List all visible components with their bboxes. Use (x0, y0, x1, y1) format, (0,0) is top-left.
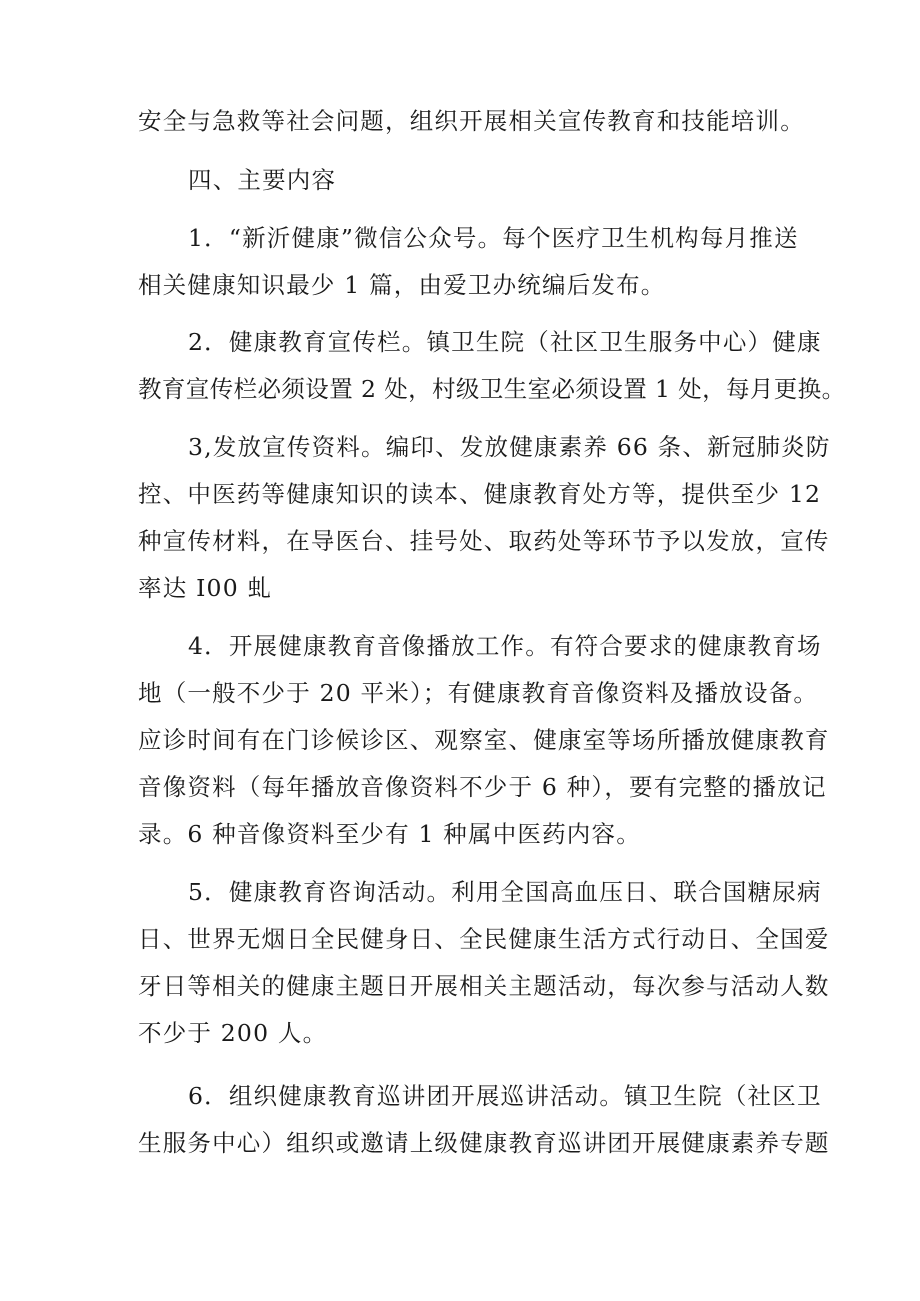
text-line: 音像资料（每年播放音像资料不少于 6 种），要有完整的播放记 (138, 773, 827, 801)
text-line: 率达 I00 虬 (138, 574, 273, 602)
text-line: 日、世界无烟日全民健身日、全民健康生活方式行动日、全国爱 (138, 925, 830, 953)
text-line: 3,发放宣传资料。编印、发放健康素养 66 条、新冠肺炎防 (188, 433, 831, 461)
text-line: 地（一般不少于 20 平米）；有健康教育音像资料及播放设备。 (138, 679, 819, 707)
text-line: 牙日等相关的健康主题日开展相关主题活动，每次参与活动人数 (138, 972, 830, 1000)
text-line: 应诊时间有在门诊候诊区、观察室、健康室等场所播放健康教育 (138, 726, 830, 754)
text-line: 安全与急救等社会问题，组织开展相关宣传教育和技能培训。 (138, 107, 805, 135)
text-line: 控、中医药等健康知识的读本、健康教育处方等，提供至少 12 (138, 480, 822, 508)
section-heading: 四、主要内容 (188, 166, 337, 194)
text-line: 6．组织健康教育巡讲团开展巡讲活动。镇卫生院（社区卫 (188, 1082, 822, 1110)
text-line: 生服务中心）组织或邀请上级健康教育巡讲团开展健康素养专题 (138, 1129, 830, 1157)
text-line: 种宣传材料，在导医台、挂号处、取药处等环节予以发放，宣传 (138, 527, 830, 555)
text-line: 4．开展健康教育音像播放工作。有符合要求的健康教育场 (188, 632, 822, 660)
text-line: 2．健康教育宣传栏。镇卫生院（社区卫生服务中心）健康 (188, 328, 822, 356)
text-line: 5．健康教育咨询活动。利用全国高血压日、联合国糖尿病 (188, 878, 822, 906)
text-line: 1．“新沂健康”微信公众号。每个医疗卫生机构每月推送 (188, 224, 799, 252)
text-line: 教育宣传栏必须设置 2 处，村级卫生室必须设置 1 处，每月更换。 (138, 375, 846, 403)
text-line: 不少于 200 人。 (138, 1019, 328, 1047)
text-line: 相关健康知识最少 1 篇，由爱卫办统编后发布。 (138, 271, 666, 299)
text-line: 录。6 种音像资料至少有 1 种属中医药内容。 (138, 820, 641, 848)
